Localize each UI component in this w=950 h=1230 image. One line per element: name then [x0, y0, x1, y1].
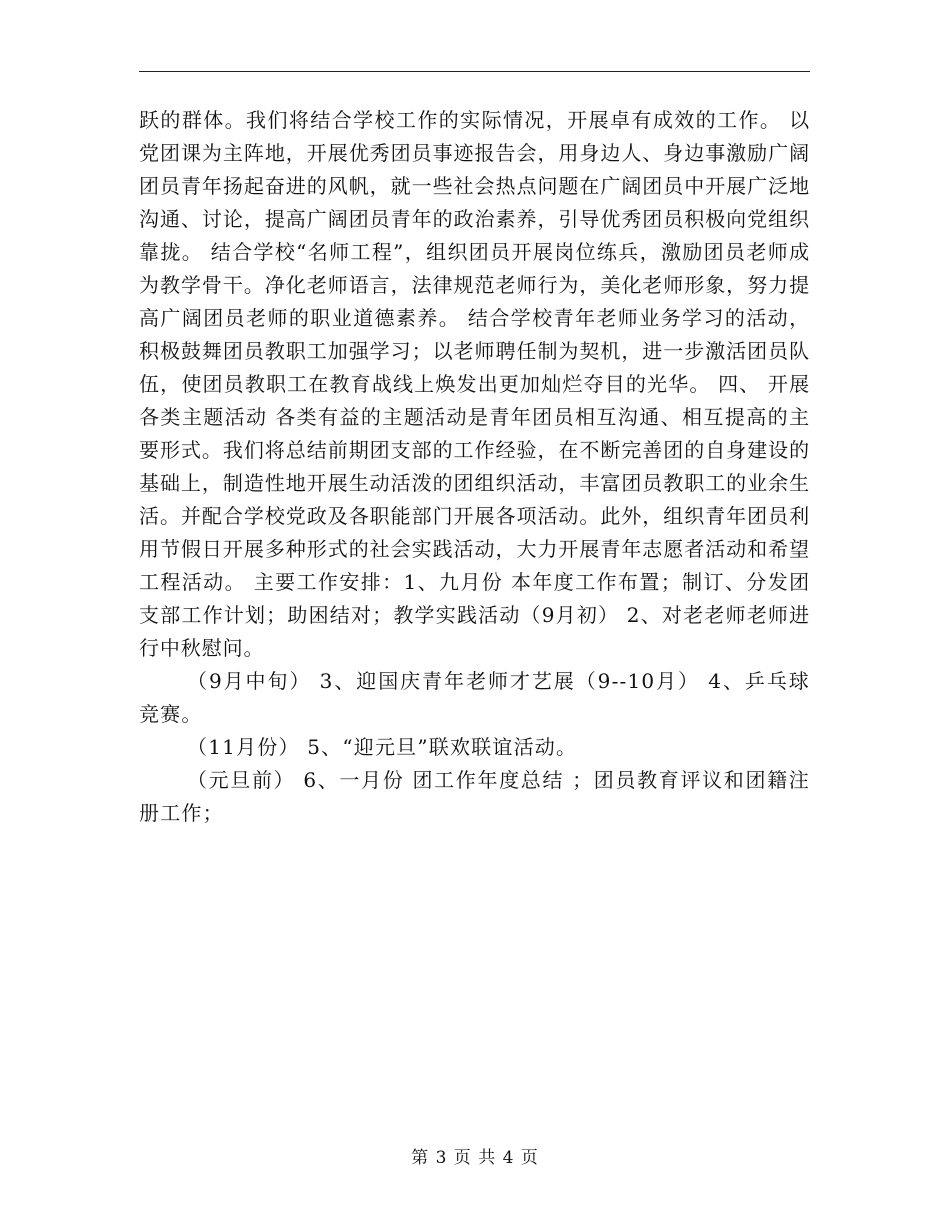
- paragraph-november: （11月份） 5、“迎元旦”联欢联谊活动。: [187, 735, 578, 759]
- paragraph-new-year: （元旦前） 6、一月份 团工作年度总结 ；团员教育评议和团籍注册工作；: [139, 768, 810, 825]
- paragraph-september: （9月中旬） 3、迎国庆青年老师才艺展（9--10月） 4、乒乓球竞赛。: [139, 669, 810, 726]
- header-rule: [139, 71, 810, 72]
- paragraph-main: 跃的群体。我们将结合学校工作的实际情况，开展卓有成效的工作。 以党团课为主阵地，开展优秀团员事迹报告会，用身边人、身边事激励广阔团员青年扬起奋进的风帆，就一些社会热点问题在广阔团员中开展广泛地沟通、讨论，提高广阔团员青年的政治素养，引导优秀团员积极向党组织靠拢。 结合学校“名师工程”，组织团员开展岗位练兵，激励团员老师成为教学骨干。净化老师语言，法律规范老师行为，美化老师形象，努力提高广阔团员老师的职业道德素养。 结合学校青年老师业务学习的活动，积极鼓舞团员教职工加强学习；以老师聘任制为契机，进一步激活团员队伍，使团员教职工在教育战线上焕发出更加灿烂夺目的光华。 四、 开展各类主题活动 各类有益的主题活动是青年团员相互沟通、相互提高的主要形式。我们将总结前期团支部的工作经验，在不断完善团的自身建设的基础上，制造性地开展生动活泼的团组织活动，丰富团员教职工的业余生活。并配合学校党政及各职能部门开展各项活动。此外，组织青年团员利用节假日开展多种形式的社会实践活动，大力开展青年志愿者活动和希望工程活动。 主要工作安排：1、九月份 本年度工作布置；制订、分发团支部工作计划；助困结对；教学实践活动（9月初） 2、对老老师老师进行中秋慰问。: [139, 108, 810, 660]
- document-body: [139, 104, 810, 830]
- page-number: 第 3 页 共 4 页: [411, 1148, 539, 1168]
